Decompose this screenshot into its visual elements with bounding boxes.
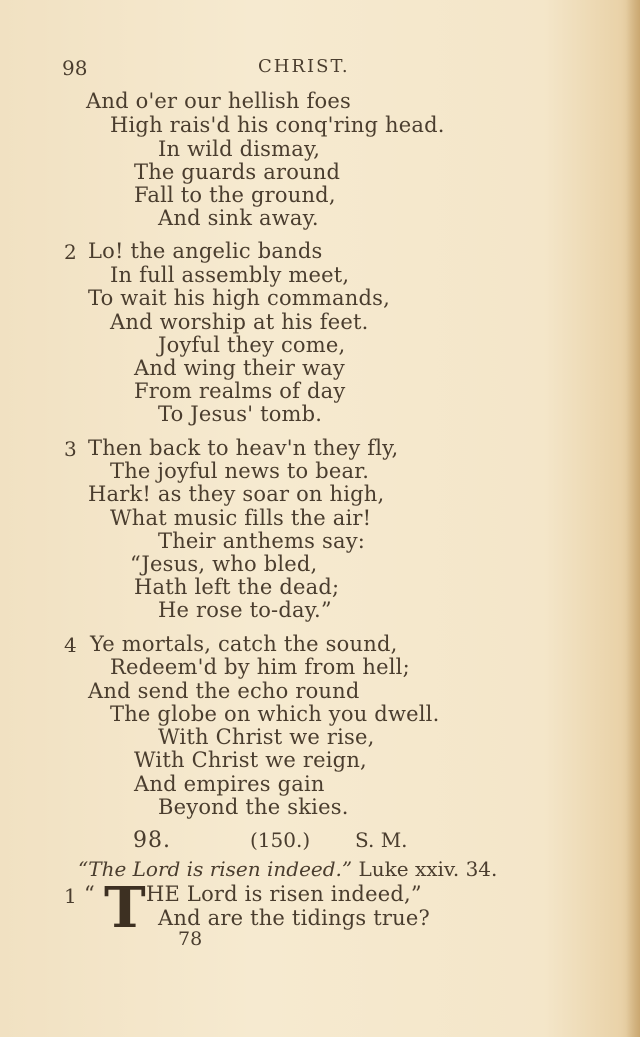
verse-line: “Jesus, who bled, [130, 552, 318, 576]
verse-line: The joyful news to bear. [110, 459, 370, 483]
stanza-number: 3 [64, 437, 77, 461]
verse-line: From realms of day [134, 379, 346, 403]
epigraph-quote: “The Lord is risen indeed.” [78, 857, 353, 881]
verse-line: Then back to heav'n they fly, [88, 436, 399, 460]
verse-line: Hath left the dead; [134, 575, 340, 599]
verse-line: Fall to the ground, [134, 183, 336, 207]
verse-line: Lo! the angelic bands [88, 239, 323, 263]
hymn-number: 98. [133, 828, 171, 853]
verse-line: High rais'd his conq'ring head. [110, 113, 445, 137]
stanza-number: 2 [64, 240, 77, 264]
verse-line: And wing their way [134, 356, 345, 380]
verse-line: In wild dismay, [158, 137, 321, 161]
stanza-number: 1 [64, 884, 77, 908]
verse-line: Beyond the skies. [158, 795, 349, 819]
verse-line: The guards around [134, 160, 341, 184]
verse-line: With Christ we reign, [134, 748, 367, 772]
verse-line: The globe on which you dwell. [110, 702, 440, 726]
verse-line: And send the echo round [88, 679, 360, 703]
verse-line: And o'er our hellish foes [86, 89, 351, 113]
verse-line: And are the tidings true? [158, 906, 430, 930]
verse-line: Hark! as they soar on high, [88, 482, 385, 506]
verse-line: With Christ we rise, [158, 725, 375, 749]
drop-cap: T [104, 875, 146, 941]
verse-line: To wait his high commands, [88, 286, 390, 310]
verse-line: Redeem'd by him from hell; [110, 655, 410, 679]
verse-line: Ye mortals, catch the sound, [90, 632, 398, 656]
verse-line: HE Lord is risen indeed,” [146, 882, 422, 906]
verse-line: To Jesus' tomb. [158, 402, 323, 426]
running-title: CHRIST. [258, 56, 350, 77]
verse-line: He rose to-day.” [158, 598, 332, 622]
signature-mark: 78 [178, 928, 203, 950]
stanza-number: 4 [64, 633, 77, 657]
verse-line: What music fills the air! [110, 506, 372, 530]
verse-line: Their anthems say: [158, 529, 366, 553]
verse-line: Joyful they come, [158, 333, 346, 357]
verse-line: And empires gain [134, 772, 325, 796]
verse-line: And sink away. [158, 206, 319, 230]
verse-line: And worship at his feet. [110, 310, 369, 334]
verse-line-opening-quote: “ [84, 882, 95, 906]
hymn-meter: S. M. [355, 828, 408, 852]
epigraph-reference: Luke xxiv. 34. [358, 857, 498, 881]
verse-line: In full assembly meet, [110, 263, 350, 287]
page-edge-shadow [626, 0, 640, 1037]
page-number: 98 [62, 56, 88, 80]
hymn-tune-number: (150.) [250, 828, 311, 852]
